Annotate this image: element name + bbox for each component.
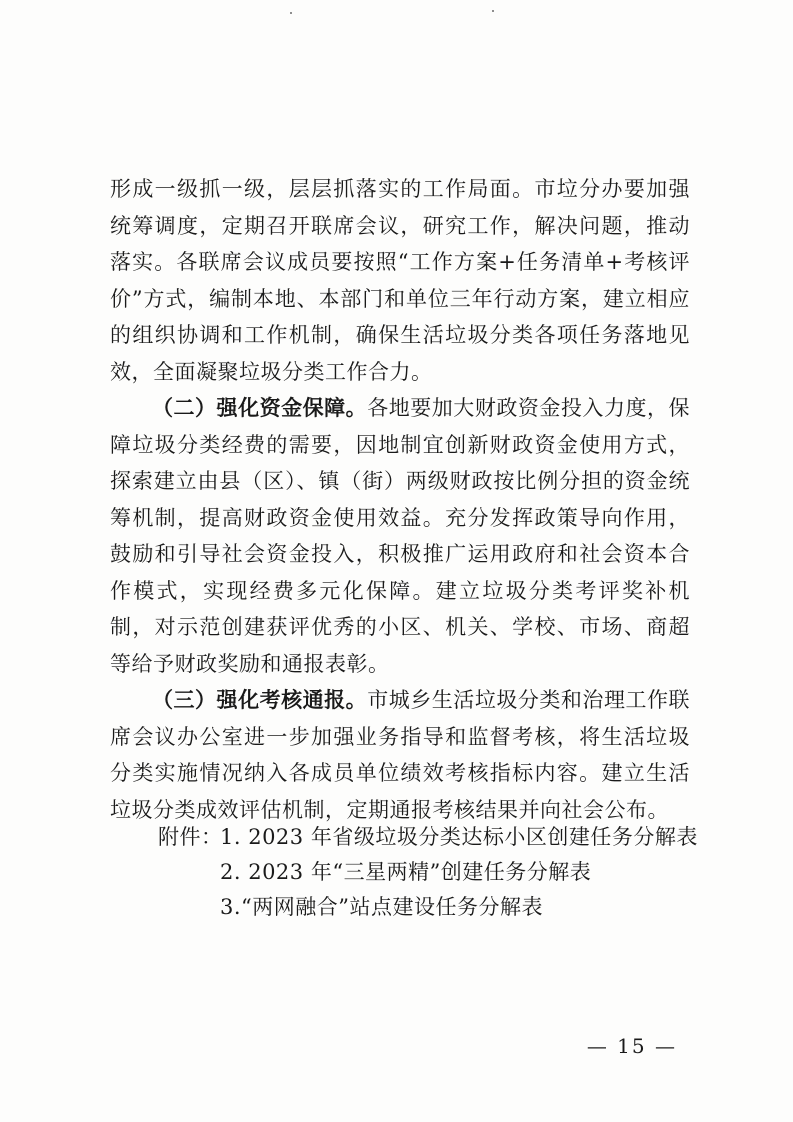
attachment-row [158,855,698,890]
paragraph-3-body: 市城乡生活垃圾分类和治理工作联席会议办公室进一步加强业务指导和监督考核，将生活垃圾分类实施情况纳入各成员单位绩效考核指标内容。建立生活垃圾分类成效评估机制，定期通报考核结果并向社会公布。 [110,688,691,822]
document-body [110,171,690,828]
scan-speck [492,10,494,12]
attachment-row [158,820,698,855]
paragraph-2-body: 各地要加大财政资金投入力度，保障垃圾分类经费的需要，因地制宜创新财政资金使用方式，探索建立由县（区）、镇（街）两级财政按比例分担的资金统筹机制，提高财政资金使用效益。充分发挥政策导向作用，鼓励和引导社会资金投入，积极推广运用政府和社会资本合作模式，实现经费多元化保障。建立垃圾分类考评奖补机制，对示范创建获评优秀的小区、机关、学校、市场、商超等给予财政奖励和通报表彰。 [110,396,691,676]
attachments-list [158,820,698,925]
page-number: — 15 — [586,1034,677,1058]
attachments-label: 附件： [158,825,223,849]
paragraph-1: 形成一级抓一级，层层抓落实的工作局面。市垃分办要加强统筹调度，定期召开联席会议，研究工作，解决问题，推动落实。各联席会议成员要按照“工作方案+任务清单+考核评价”方式，编制本地、本部门和单位三年行动方案，建立相应的组织协调和工作机制，确保生活垃圾分类各项任务落地见效，全面凝聚垃圾分类工作合力。 [110,177,690,384]
attachment-item: 3.“两网融合”站点建设任务分解表 [220,895,544,919]
paragraph-2 [110,390,690,682]
section-heading-2: （二）强化资金保障。 [152,395,368,420]
attachment-indent [158,890,220,925]
section-heading-3: （三）强化考核通报。 [152,687,368,712]
attachment-item: 2. 2023 年“三星两精”创建任务分解表 [220,860,592,884]
attachment-indent [158,855,220,890]
attachment-row [158,890,698,925]
scan-speck [290,12,292,14]
attachment-item: 1. 2023 年省级垃圾分类达标小区创建任务分解表 [220,825,698,849]
paragraph-3 [110,682,690,828]
